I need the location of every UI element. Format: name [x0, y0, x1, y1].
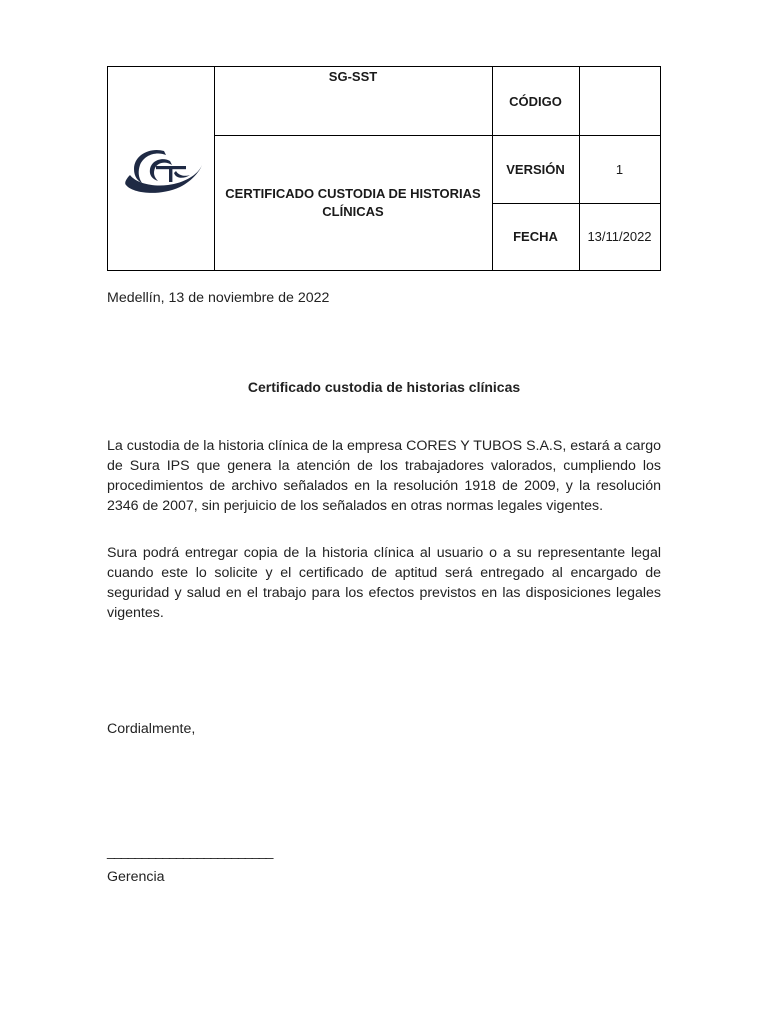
signer-name: Gerencia: [107, 869, 165, 885]
document-heading: Certificado custodia de historias clínicas: [247, 379, 521, 395]
fecha-label: FECHA: [513, 229, 558, 244]
fecha-value: 13/11/2022: [587, 229, 652, 244]
codigo-value: [579, 67, 660, 135]
logo-cell: [108, 67, 214, 270]
closing-salutation: Cordialmente,: [107, 721, 196, 737]
system-name: SG-SST: [328, 69, 378, 84]
version-label: VERSIÓN: [506, 161, 565, 177]
date-line: Medellín, 13 de noviembre de 2022: [107, 290, 330, 306]
paragraph-delivery: Sura podrá entregar copia de la historia clínica al usuario o a su representante legal cuando este lo solicite y el certificado de aptitud será entregado al encargado de seguridad y salud en el trabajo para los efectos previstos en las disposiciones legales vigentes.: [107, 545, 661, 621]
paragraph-custody: La custodia de la historia clínica de la empresa CORES Y TUBOS S.A.S, estará a cargo de Sura IPS que genera la atención de los trabajadores valorados, cumpliendo los procedimientos de archivo señalados en la resolución 1918 de 2009, y la resolución 2346 de 2007, sin perjuicio de los señalados en otras normas legales vigentes.: [107, 438, 661, 514]
header-table: [107, 66, 661, 271]
document-title-cell: CERTIFICADO CUSTODIA DE HISTORIAS CLÍNICAS: [225, 185, 481, 219]
version-value: 1: [615, 161, 624, 177]
codigo-label: CÓDIGO: [509, 93, 562, 109]
signature-line: ________________________: [107, 844, 273, 860]
company-logo: [118, 141, 204, 197]
